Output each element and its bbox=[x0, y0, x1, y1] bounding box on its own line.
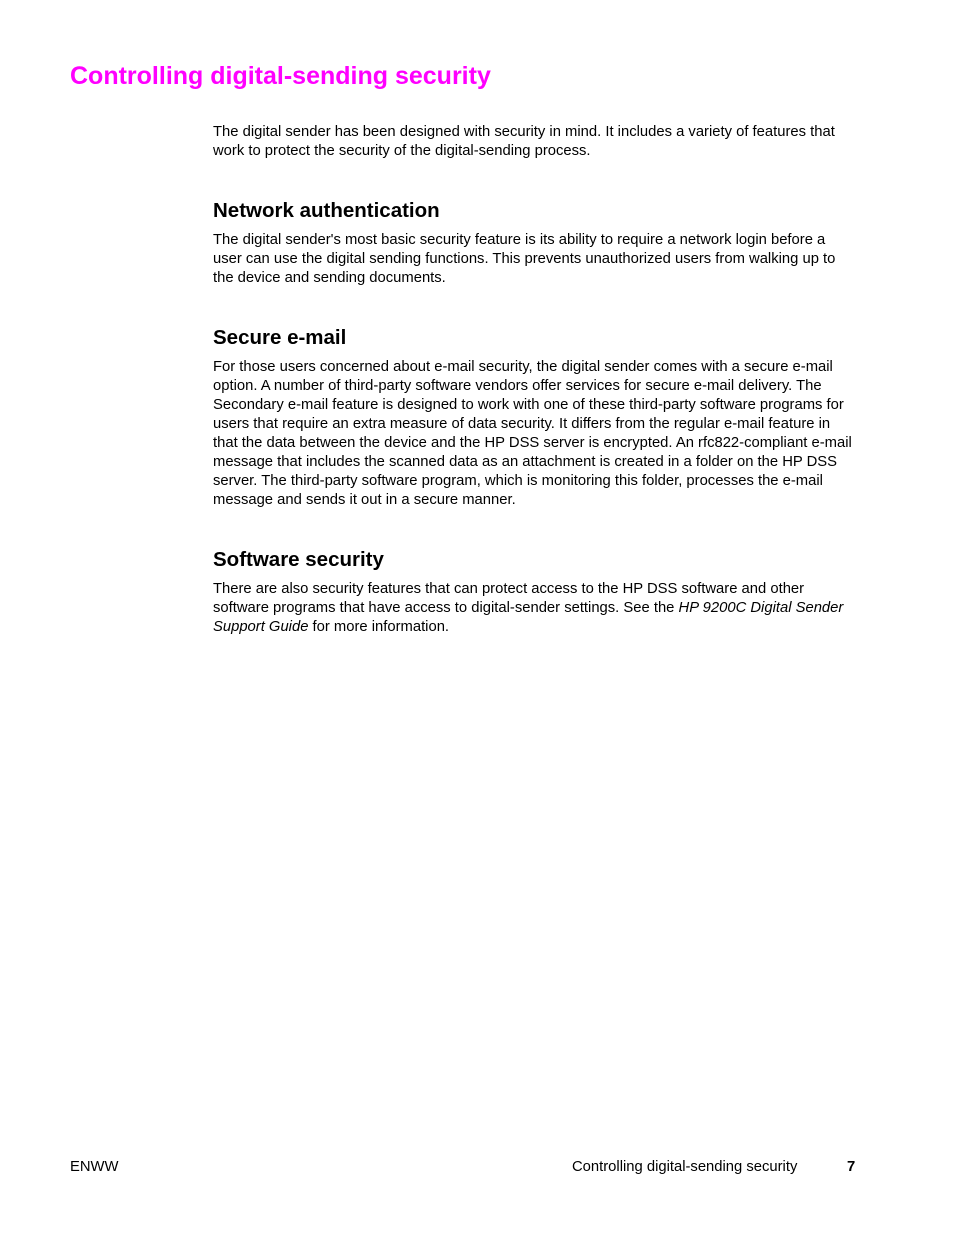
footer-locale-code: ENWW bbox=[70, 1159, 119, 1175]
section-heading-software-security: Software security bbox=[213, 548, 384, 571]
section-heading-network-authentication: Network authentication bbox=[213, 199, 440, 222]
software-security-text-after: for more information. bbox=[308, 619, 450, 635]
footer-section-title: Controlling digital-sending security bbox=[572, 1159, 798, 1175]
page-title: Controlling digital-sending security bbox=[70, 62, 491, 90]
secure-email-paragraph: For those users concerned about e-mail security, the digital sender comes with a secure e-mail option. A number of third-party software vendors offer services for secure e-mail delivery. The Secondary e-mail feature is designed to work with one of these third-party software programs for users that require an extra measure of data security. It differs from the regular e-mail feature in that the data between the device and the HP DSS server is encrypted. An rfc822-compliant e-mail message that includes the scanned data as an attachment is created in a folder on the HP DSS server. The third-party software program, which is monitoring this folder, processes the e-mail message and sends it out in a secure manner. bbox=[213, 359, 852, 508]
page-content bbox=[213, 123, 858, 637]
network-authentication-paragraph: The digital sender's most basic security feature is its ability to require a network login before a user can use the digital sending functions. This prevents unauthorized users from walking up to the device and sending documents. bbox=[213, 232, 836, 286]
software-security-paragraph bbox=[213, 580, 858, 637]
footer-page-number: 7 bbox=[847, 1159, 856, 1175]
support-guide-reference: HP 9200C Digital Sender Support Guide bbox=[213, 600, 844, 635]
intro-paragraph: The digital sender has been designed with security in mind. It includes a variety of features that work to protect the security of the digital-sending process. bbox=[213, 124, 835, 159]
software-security-text-before: There are also security features that can protect access to the HP DSS software and other software programs that have access to digital-sender settings. See the bbox=[213, 581, 805, 616]
section-heading-secure-email: Secure e-mail bbox=[213, 326, 347, 349]
